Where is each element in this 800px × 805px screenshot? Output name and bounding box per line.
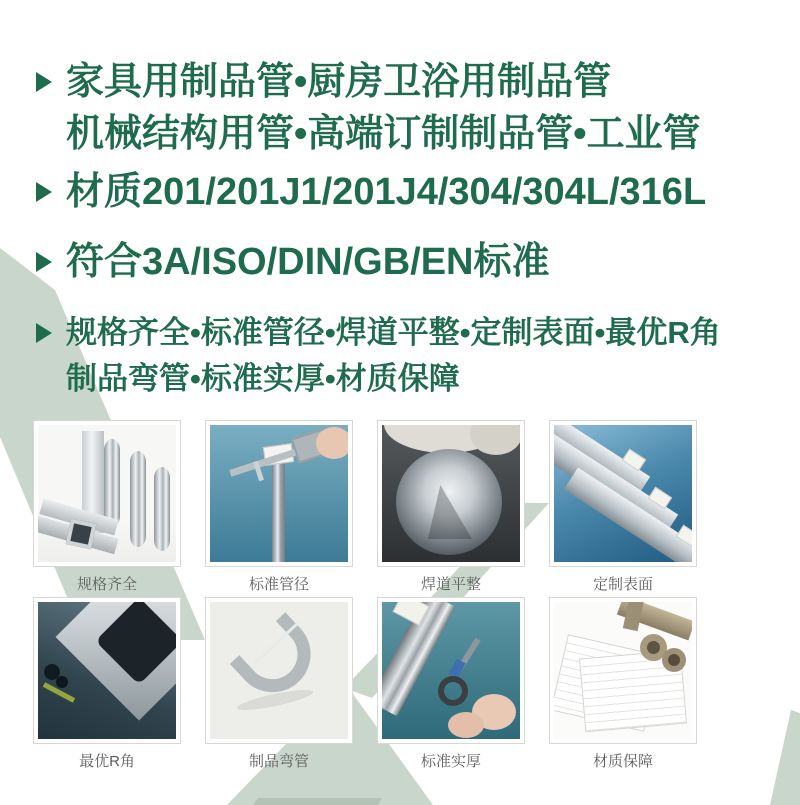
pipe-weld-interior-photo xyxy=(382,425,520,562)
bullet-line: 符合3A/ISO/DIN/GB/EN标准 xyxy=(66,241,550,283)
photo-caption: 标准管径 xyxy=(248,576,309,593)
product-cell-optimal-radius xyxy=(33,597,181,774)
square-tube-corner-photo xyxy=(38,602,176,739)
bullet-materials xyxy=(36,170,706,214)
bullet-line: 材质201/201J1/201J4/304/304L/316L xyxy=(66,171,707,213)
photo-frame xyxy=(33,420,181,567)
round-tube xyxy=(104,439,120,527)
micrometer-frame xyxy=(438,676,468,706)
photo-caption: 材质保障 xyxy=(592,753,653,770)
vertical-pipe xyxy=(272,455,285,562)
bullet-features xyxy=(36,310,721,402)
brushed-square-bars-photo xyxy=(554,425,692,562)
square-tube-end xyxy=(66,519,97,550)
bullet-text xyxy=(66,56,701,160)
triangle-bullet-icon xyxy=(36,252,52,272)
work-glove xyxy=(470,425,520,455)
product-cell-smooth-weld xyxy=(377,420,525,597)
product-cell-standard-thickness xyxy=(377,597,525,774)
round-tube xyxy=(154,467,170,551)
round-tube xyxy=(130,451,146,547)
ring-sample-bore xyxy=(647,641,660,654)
photo-frame xyxy=(377,597,525,744)
bottom-wedge-dark-edge xyxy=(253,798,382,805)
bullet-standards xyxy=(36,240,550,284)
triangle-bullet-icon xyxy=(36,323,52,343)
hand xyxy=(316,427,348,459)
product-cell-spec-range xyxy=(33,420,181,597)
product-cell-material-guarantee xyxy=(549,597,697,774)
bullet-line: 规格齐全•标准管径•焊道平整•定制表面•最优R角 xyxy=(66,315,721,350)
photo-caption: 定制表面 xyxy=(592,576,653,593)
bullet-line: 制品弯管•标准实厚•材质保障 xyxy=(66,361,460,396)
steel-tubes-assortment-photo xyxy=(38,425,176,562)
u-bend-pipe-photo xyxy=(210,602,348,739)
product-cell-bent-pipe xyxy=(205,597,353,774)
bullet-product-types xyxy=(36,56,701,160)
caliper-measuring-pipe-photo xyxy=(210,425,348,562)
photo-caption: 标准实厚 xyxy=(420,753,481,770)
machine-part xyxy=(56,676,68,688)
triangle-bullet-icon xyxy=(36,72,52,92)
triangle-bullet-icon xyxy=(36,182,52,202)
bullet-line: 机械结构用管•高端订制制品管•工业管 xyxy=(66,113,701,155)
bullet-text xyxy=(66,310,721,402)
photo-caption: 规格齐全 xyxy=(76,576,137,593)
product-photo-grid xyxy=(33,420,697,774)
photo-frame xyxy=(549,420,697,567)
bullet-line: 家具用制品管•厨房卫浴用制品管 xyxy=(66,61,612,103)
photo-caption: 最优R角 xyxy=(79,753,135,770)
material-certificates-photo xyxy=(554,602,692,739)
micrometer-wall-thickness-photo xyxy=(382,602,520,739)
product-cell-custom-surface xyxy=(549,420,697,597)
photo-frame xyxy=(549,597,697,744)
bullet-text xyxy=(66,170,706,214)
photo-frame xyxy=(33,597,181,744)
photo-caption: 制品弯管 xyxy=(248,753,309,770)
photo-frame xyxy=(205,420,353,567)
bottom-right-corner-stripe xyxy=(770,710,800,805)
photo-frame xyxy=(377,420,525,567)
hand xyxy=(448,712,484,738)
ring-sample-bore xyxy=(668,654,680,666)
product-cell-standard-diameter xyxy=(205,420,353,597)
photo-caption: 焊道平整 xyxy=(420,576,481,593)
photo-frame xyxy=(205,597,353,744)
bullet-text xyxy=(66,240,550,284)
